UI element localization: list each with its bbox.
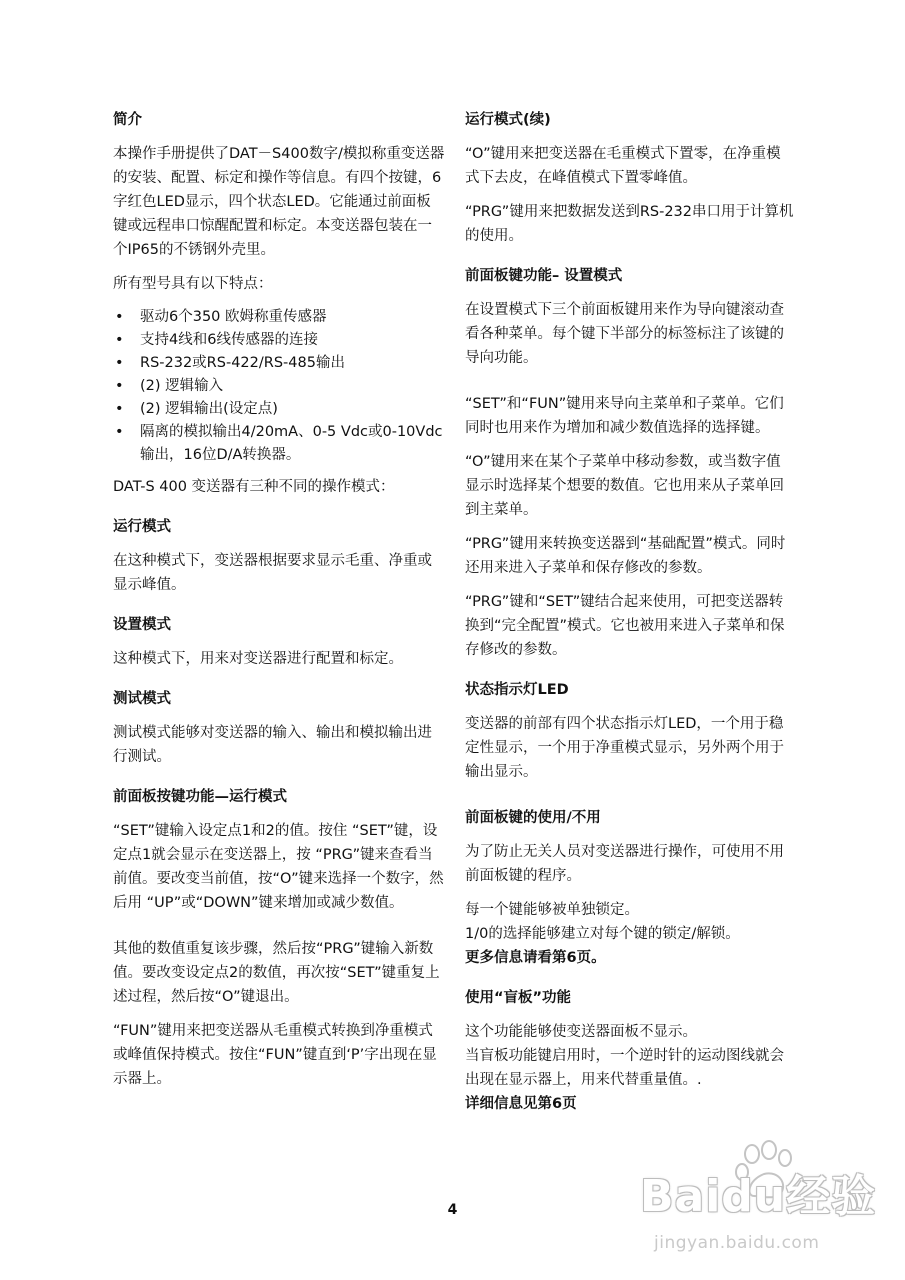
test-mode-heading: 测试模式 bbox=[113, 691, 171, 707]
front-panel-run-p1: “SET”键输入设定点1和2的值。按住 “SET”键，设定点1就会显示在变送器上，按 “PRG”键来查看当前值。要改变当前值，按“O”键来选择一个数字，然后用 “UP”或“DOWN”键来增加或减少数值。 bbox=[113, 823, 444, 911]
front-panel-run-heading: 前面板按键功能—运行模式 bbox=[113, 789, 287, 805]
page-number: 4 bbox=[447, 1202, 458, 1218]
panel-lock-p1: 为了防止无关人员对变送器进行操作，可使用不用前面板键的程序。 bbox=[465, 844, 784, 884]
feature-list bbox=[113, 306, 445, 467]
front-panel-run-section bbox=[113, 785, 445, 1091]
intro-section bbox=[113, 108, 445, 499]
test-mode-section bbox=[113, 687, 445, 769]
intro-heading: 简介 bbox=[113, 112, 142, 128]
blind-panel-p2: 当盲板功能键启用时，一个逆时针的运动图线就会出现在显示器上，用来代替重量值。. bbox=[465, 1048, 784, 1088]
right-column bbox=[465, 108, 795, 1132]
front-panel-setup-p1: 在设置模式下三个前面板键用来作为导向键滚动查看各种菜单。每个键下半部分的标签标注了该键的导向功能。 bbox=[465, 302, 784, 366]
run-mode-cont-p1: “O”键用来把变送器在毛重模式下置零，在净重模式下去皮，在峰值模式下置零峰值。 bbox=[465, 146, 781, 186]
setup-mode-heading: 设置模式 bbox=[113, 617, 171, 633]
run-mode-cont-heading: 运行模式(续) bbox=[465, 112, 551, 128]
panel-lock-section bbox=[465, 806, 795, 970]
feature-item: • RS-232或RS-422/RS-485输出 bbox=[113, 352, 445, 375]
intro-paragraph: 本操作手册提供了DAT－S400数字/模拟称重变送器的安装、配置、标定和操作等信息。有四个按键，6字红色LED显示，四个状态LED。它能通过前面板键或远程串口惊醒配置和标定。本变送器包装在一个IP65的不锈钢外壳里。 bbox=[113, 146, 445, 258]
feature-item: • (2) 逻辑输出(设定点) bbox=[113, 398, 445, 421]
front-panel-setup-p2: “SET”和“FUN”键用来导向主菜单和子菜单。它们同时也用来作为增加和减少数值选择的选择键。 bbox=[465, 396, 784, 436]
front-panel-setup-p5: “PRG”键和“SET”键结合起来使用，可把变送器转换到“完全配置”模式。它也被用来进入子菜单和保存修改的参数。 bbox=[465, 594, 785, 658]
watermark-url: jingyan.baidu.com bbox=[654, 1233, 820, 1253]
left-column bbox=[113, 108, 445, 1107]
feature-item: • 隔离的模拟输出4/20mA、0-5 Vdc或0-10Vdc输出，16位D/A转换器。 bbox=[113, 421, 445, 467]
front-panel-run-p2: 其他的数值重复该步骤，然后按“PRG”键输入新数值。要改变设定点2的数值，再次按“SET”键重复上述过程，然后按“O”键退出。 bbox=[113, 941, 440, 1005]
baidu-watermark bbox=[640, 1140, 890, 1260]
front-panel-setup-p3: “O”键用来在某个子菜单中移动参数，或当数字值显示时选择某个想要的数值。它也用来从子菜单回到主菜单。 bbox=[465, 454, 784, 518]
front-panel-setup-heading: 前面板键功能– 设置模式 bbox=[465, 268, 623, 284]
status-led-heading: 状态指示灯LED bbox=[465, 682, 569, 698]
feature-item: • 支持4线和6线传感器的连接 bbox=[113, 329, 445, 352]
feature-item: • (2) 逻辑输入 bbox=[113, 375, 445, 398]
status-led-section bbox=[465, 678, 795, 784]
watermark-brand: Baidu经验 bbox=[640, 1171, 877, 1222]
features-lead: 所有型号具有以下特点： bbox=[113, 276, 273, 292]
status-led-text: 变送器的前部有四个状态指示灯LED，一个用于稳定性显示，一个用于净重模式显示，另外两个用于输出显示。 bbox=[465, 716, 784, 780]
blind-panel-heading: 使用“盲板”功能 bbox=[465, 990, 572, 1006]
front-panel-run-p3: “FUN”键用来把变送器从毛重模式转换到净重模式或峰值保持模式。按住“FUN”键直到‘P’字出现在显示器上。 bbox=[113, 1023, 437, 1087]
front-panel-setup-p4: “PRG”键用来转换变送器到“基础配置”模式。同时还用来进入子菜单和保存修改的参数。 bbox=[465, 536, 786, 576]
run-mode-section bbox=[113, 515, 445, 597]
feature-item: • 驱动6个350 欧姆称重传感器 bbox=[113, 306, 445, 329]
run-mode-cont-p2: “PRG”键用来把数据发送到RS-232串口用于计算机的使用。 bbox=[465, 204, 794, 244]
run-mode-text: 在这种模式下，变送器根据要求显示毛重、净重或显示峰值。 bbox=[113, 553, 432, 593]
blind-panel-section bbox=[465, 986, 795, 1116]
setup-mode-text: 这种模式下，用来对变送器进行配置和标定。 bbox=[113, 651, 403, 667]
panel-lock-heading: 前面板键的使用/不用 bbox=[465, 810, 601, 826]
test-mode-text: 测试模式能够对变送器的输入、输出和模拟输出进行测试。 bbox=[113, 725, 432, 765]
panel-lock-more-info: 更多信息请看第6页。 bbox=[465, 950, 606, 966]
run-mode-cont-section bbox=[465, 108, 795, 248]
modes-lead: DAT-S 400 变送器有三种不同的操作模式： bbox=[113, 479, 395, 495]
blind-panel-details: 详细信息见第6页 bbox=[465, 1096, 577, 1112]
front-panel-setup-section bbox=[465, 264, 795, 662]
setup-mode-section bbox=[113, 613, 445, 671]
panel-lock-p3: 1/0的选择能够建立对每个键的锁定/解锁。 bbox=[465, 926, 740, 942]
panel-lock-p2: 每一个键能够被单独锁定。 bbox=[465, 902, 639, 918]
blind-panel-p1: 这个功能能够使变送器面板不显示。 bbox=[465, 1024, 697, 1040]
run-mode-heading: 运行模式 bbox=[113, 519, 171, 535]
